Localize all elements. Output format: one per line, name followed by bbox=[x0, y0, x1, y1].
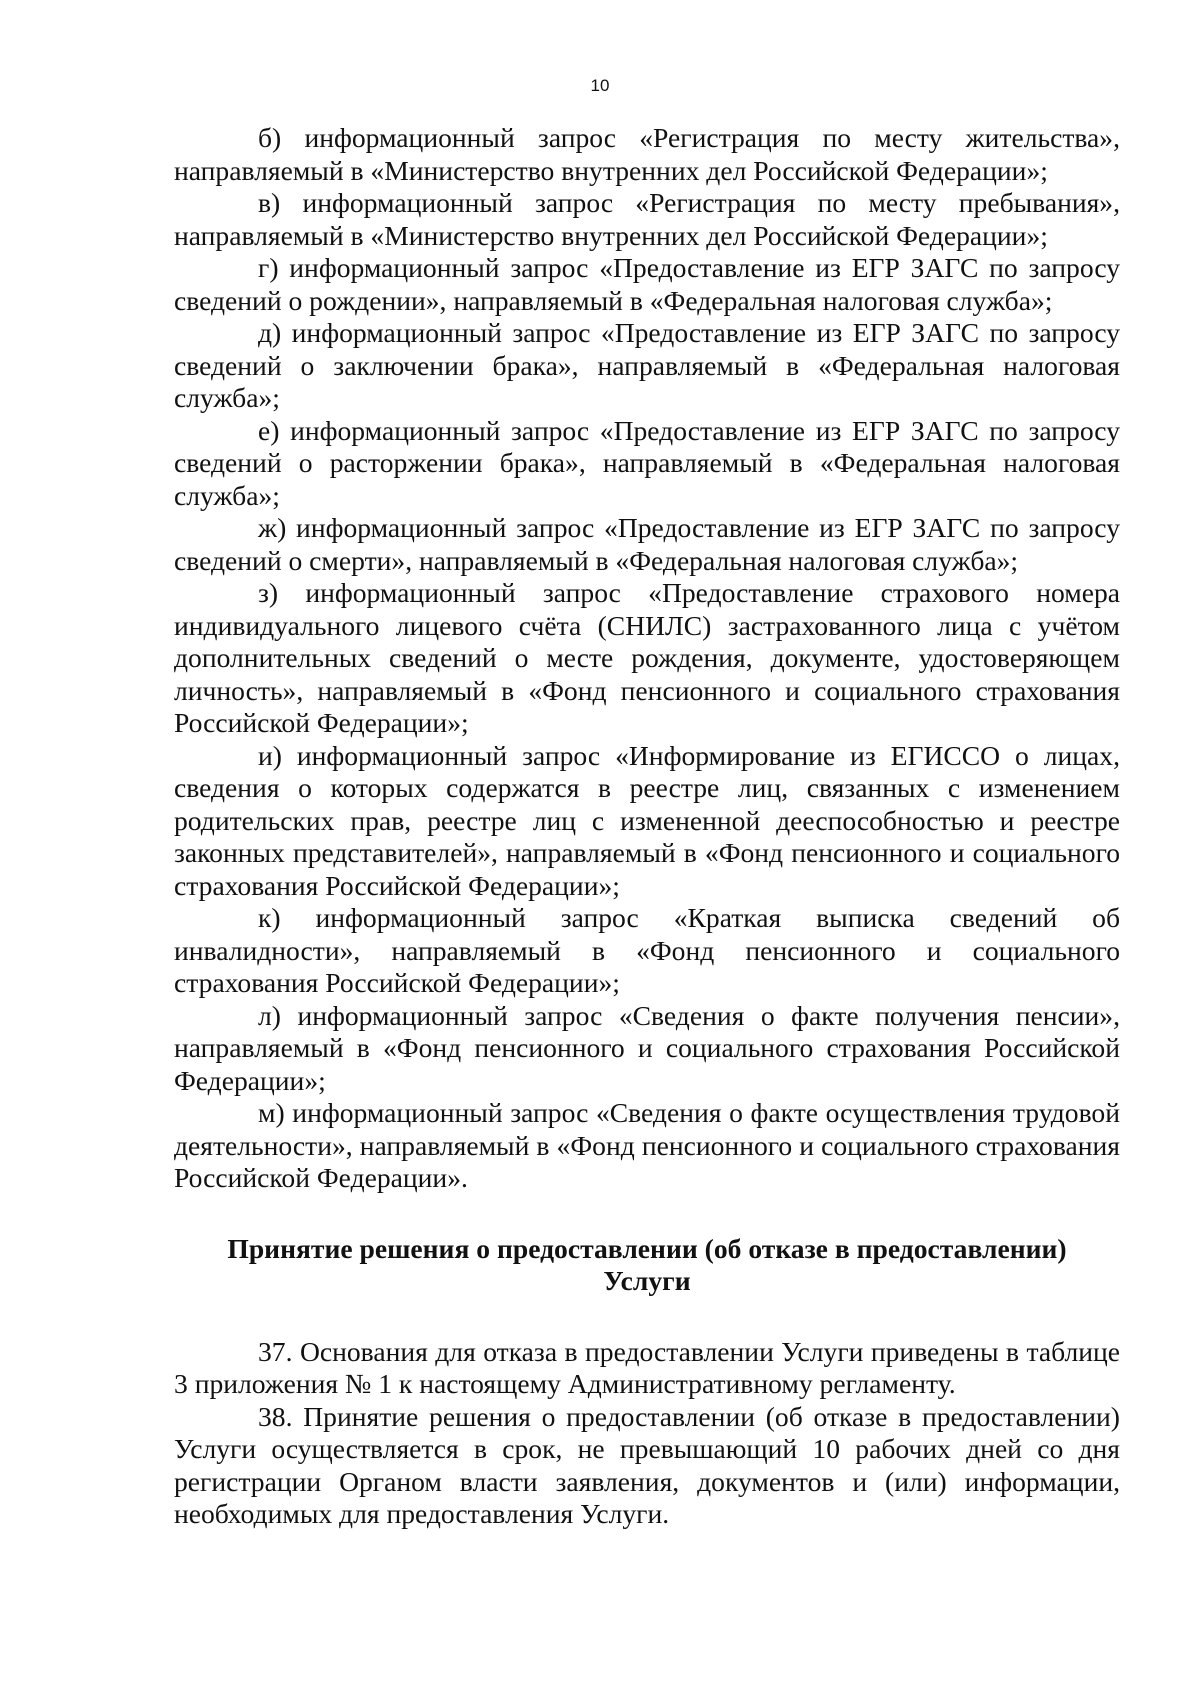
list-item-g: г) информационный запрос «Предоставление из ЕГР ЗАГС по запросу сведений о рождении», направляемый в «Федеральная налоговая служба»; bbox=[174, 252, 1120, 316]
list-item-k: к) информационный запрос «Краткая выписка сведений об инвалидности», направляемый в «Фонд пенсионного и социального страхования Российской Федерации»; bbox=[174, 902, 1120, 998]
section-heading-line-1: Принятие решения о предоставлении (об отказе в предоставлении) bbox=[227, 1232, 1067, 1264]
section-body bbox=[174, 1336, 1120, 1531]
section-heading-line-2: Услуги bbox=[603, 1265, 691, 1296]
page-number: 10 bbox=[590, 76, 610, 95]
list-item-m: м) информационный запрос «Сведения о факте осуществления трудовой деятельности», направляемый в «Фонд пенсионного и социального страхования Российской Федерации». bbox=[174, 1097, 1120, 1193]
request-list bbox=[174, 122, 1120, 1195]
section-heading bbox=[174, 1233, 1120, 1298]
list-item-v: в) информационный запрос «Регистрация по месту пребывания», направляемый в «Министерство внутренних дел Российской Федерации»; bbox=[174, 187, 1120, 251]
paragraph-37: 37. Основания для отказа в предоставлении Услуги приведены в таблице 3 приложения № 1 к настоящему Административному регламенту. bbox=[174, 1335, 1120, 1399]
list-item-i: и) информационный запрос «Информирование из ЕГИССО о лицах, сведения о которых содержатся в реестре лиц, связанных с изменением родительских прав, реестре лиц с измененной дееспособностью и реестре законных представителей», направляемый в «Фонд пенсионного и социального страхования Российской Федерации»; bbox=[174, 739, 1120, 901]
list-item-z: з) информационный запрос «Предоставление страхового номера индивидуального лицевого счёта (СНИЛС) застрахованного лица с учётом дополнительных сведений о месте рождения, документе, удостоверяющем личность», направляемый в «Фонд пенсионного и социального страхования Российской Федерации»; bbox=[174, 577, 1120, 738]
list-item-b: б) информационный запрос «Регистрация по месту жительства», направляемый в «Министерство внутренних дел Российской Федерации»; bbox=[174, 122, 1120, 186]
paragraph-38: 38. Принятие решения о предоставлении (об отказе в предоставлении) Услуги осуществляется в срок, не превышающий 10 рабочих дней со дня регистрации Органом власти заявления, документов и (или) информации, необходимых для предоставления Услуги. bbox=[174, 1400, 1120, 1529]
list-item-l: л) информационный запрос «Сведения о факте получения пенсии», направляемый в «Фонд пенсионного и социального страхования Российской Федерации»; bbox=[174, 999, 1120, 1096]
document-body bbox=[174, 122, 1120, 1531]
list-item-d: д) информационный запрос «Предоставление из ЕГР ЗАГС по запросу сведений о заключении брака», направляемый в «Федеральная налоговая служба»; bbox=[174, 317, 1120, 413]
list-item-e: е) информационный запрос «Предоставление из ЕГР ЗАГС по запросу сведений о расторжении брака», направляемый в «Федеральная налоговая служба»; bbox=[174, 414, 1120, 511]
list-item-zh: ж) информационный запрос «Предоставление из ЕГР ЗАГС по запросу сведений о смерти», направляемый в «Федеральная налоговая служба»; bbox=[174, 512, 1120, 576]
